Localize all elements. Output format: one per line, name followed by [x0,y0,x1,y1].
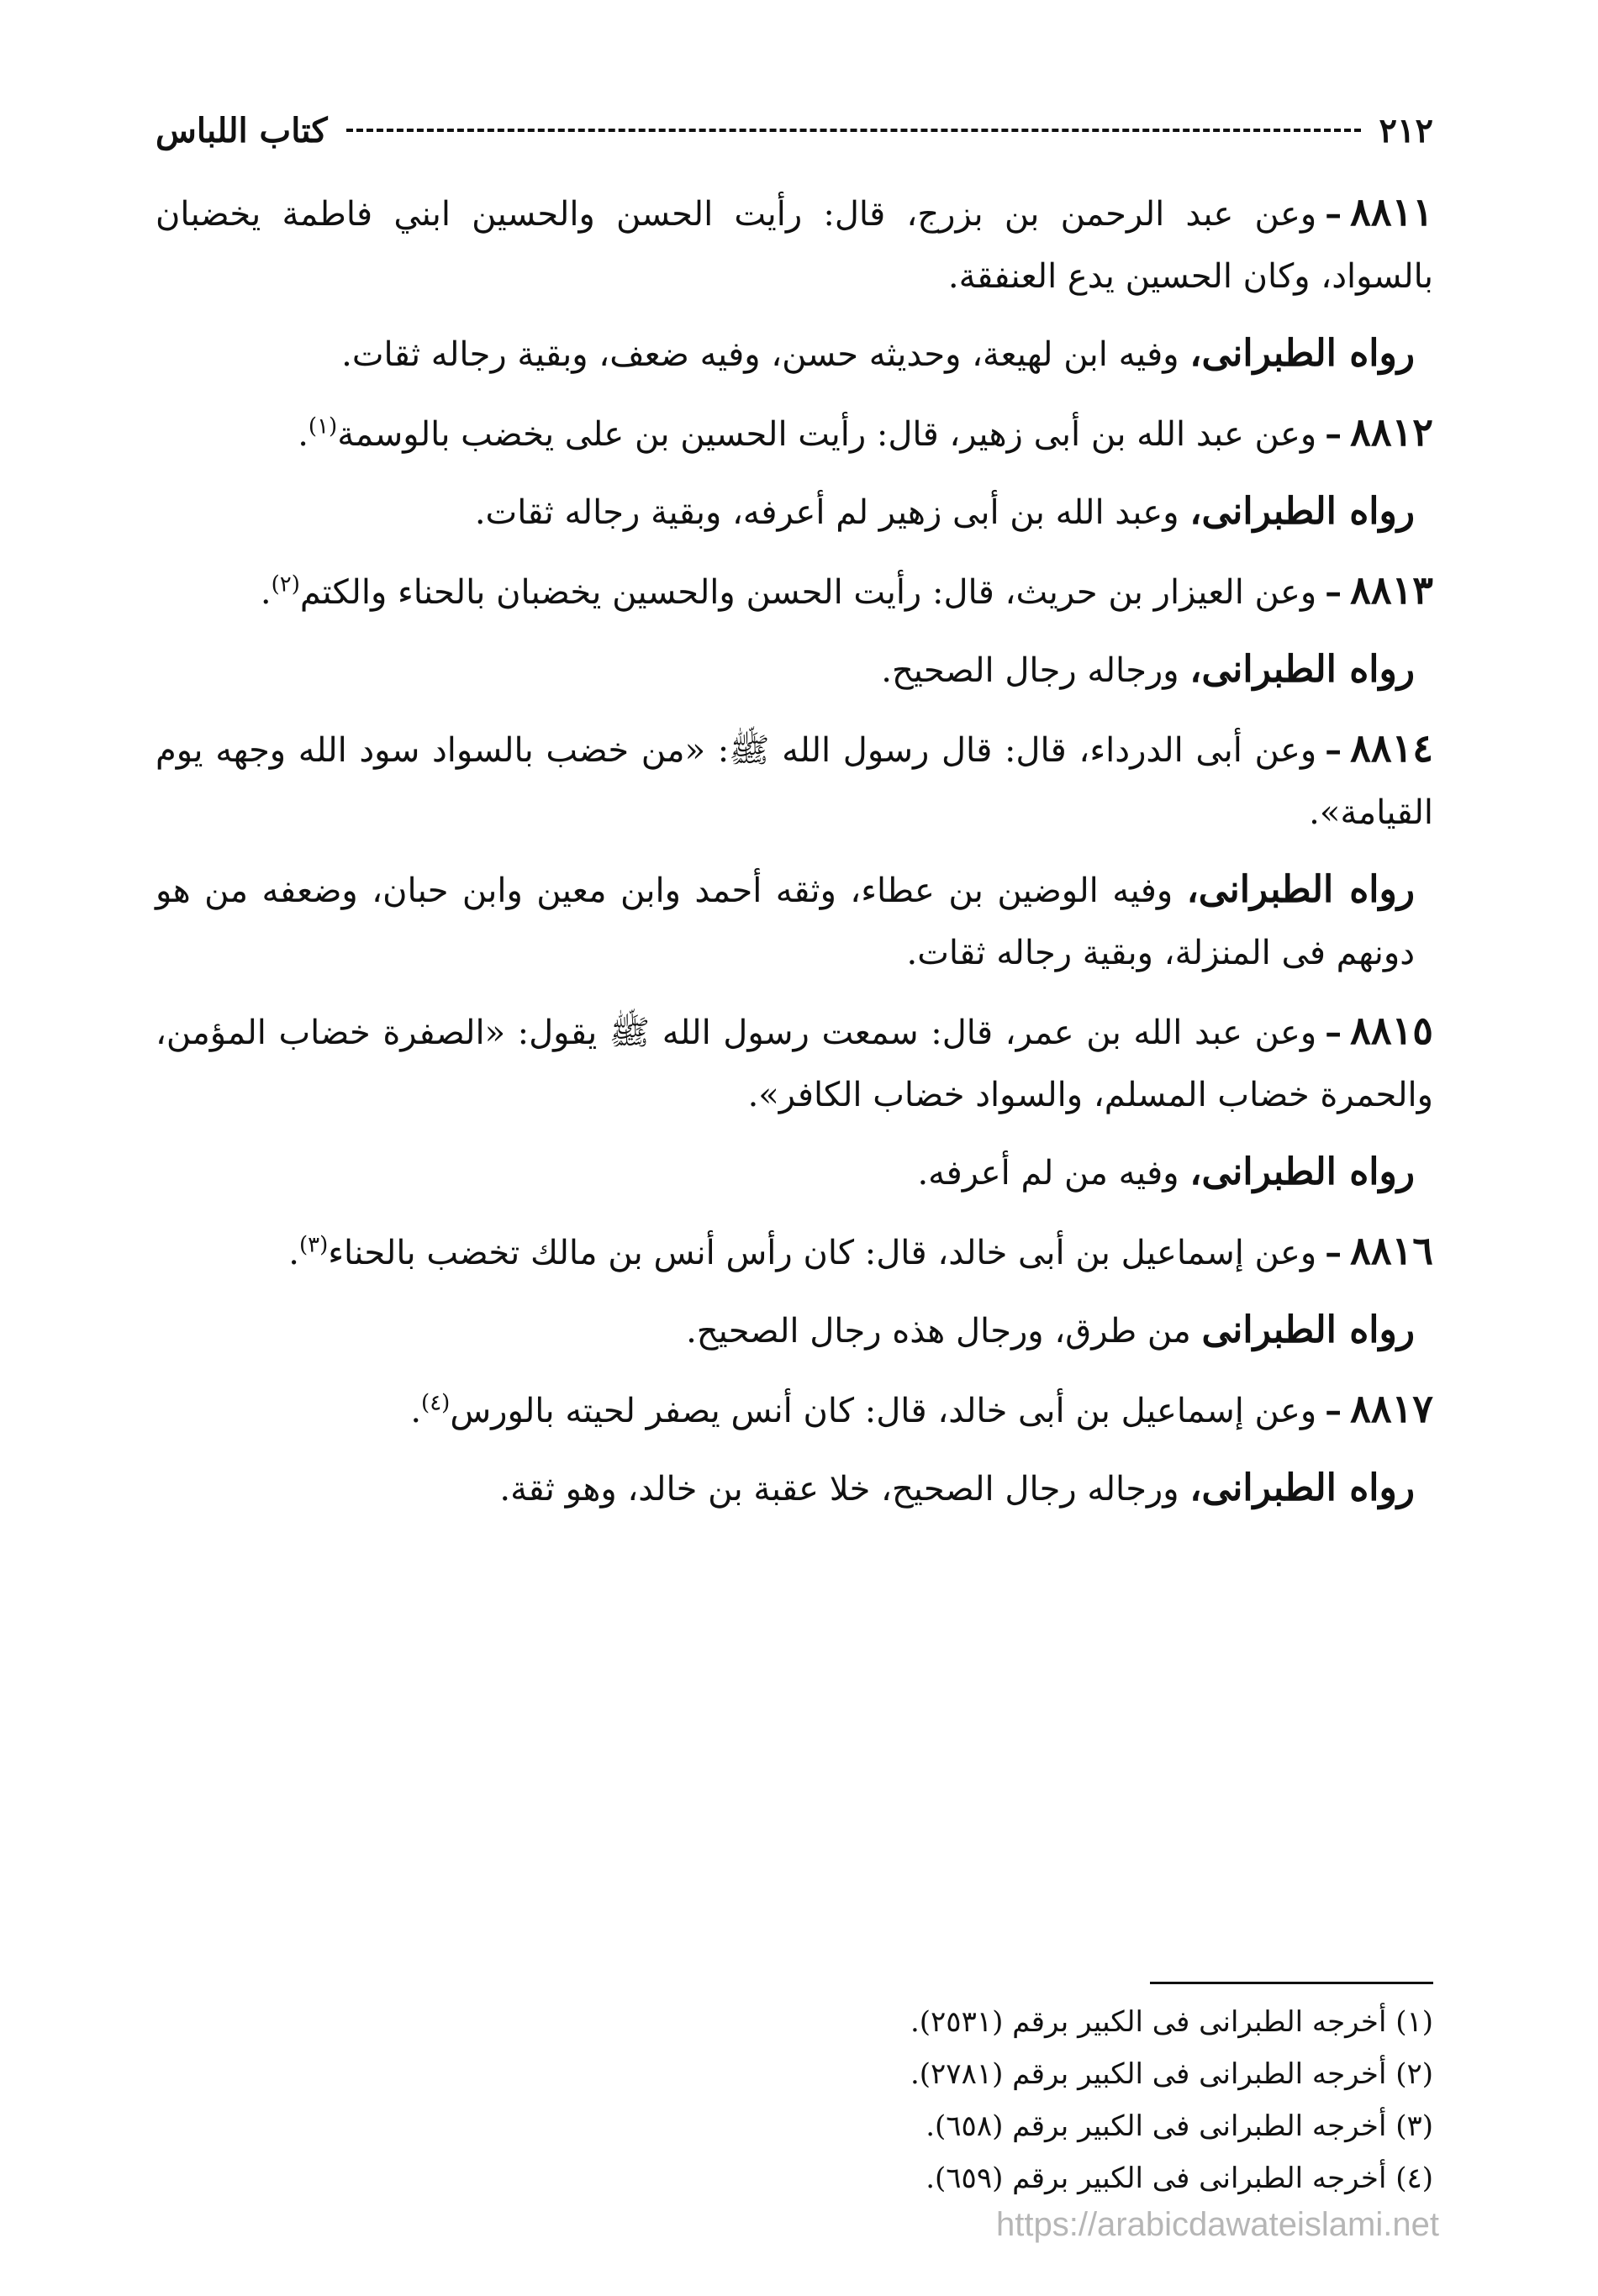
hadith-number: ٨٨١٣ [1350,567,1433,613]
narration-note-8813 [156,639,1433,702]
narrator-label: رواه الطبرانى، [1189,1467,1415,1509]
book-title: كتاب اللباس [156,110,328,150]
hadith-number: ٨٨١٤ [1350,725,1433,771]
narrator-label: رواه الطبرانى، [1189,490,1415,533]
narrator-label: رواه الطبرانى، [1189,1151,1415,1193]
hadith-text: وعن إسماعيل بن أبى خالد، قال: كان أنس يصفر لحيته بالورس [450,1392,1317,1430]
narration-note-8817 [156,1457,1433,1520]
narrator-label: رواه الطبرانى، [1189,648,1415,691]
narration-text: وفيه ابن لهيعة، وحديثه حسن، وفيه ضعف، وبقية رجاله ثقات. [341,335,1179,374]
footnote-2: (٢) أخرجه الطبرانى فى الكبير برقم (٢٧٨١). [910,2057,1433,2091]
hadith-dash: – [1325,572,1342,612]
header-dashed-rule [346,129,1361,132]
hadith-8817: ٨٨١٧–وعن إسماعيل بن أبى خالد، قال: كان أنس يصفر لحيته بالورس$^{(٤)}$. [410,1386,1433,1431]
hadith-text: وعن عبد الله بن عمر، قال: سمعت رسول الله ﷺ يقول: «الصفرة خضاب المؤمن، والحمرة خضاب المسلم، والسواد خضاب الكافر». [156,1014,1433,1114]
hadith-dash: – [1325,1013,1342,1052]
hadith-8816: ٨٨١٦–وعن إسماعيل بن أبى خالد، قال: كان رأس أنس بن مالك تخضب بالحناء$^{(٣)}$. [288,1228,1433,1273]
hadith-number: ٨٨١٢ [1350,409,1433,455]
narrator-label: رواه الطبرانى، [1189,332,1415,375]
footnote-3: (٣) أخرجه الطبرانى فى الكبير برقم (٦٥٨). [926,2109,1433,2143]
hadith-number: ٨٨١١ [1350,189,1433,234]
hadith-dash: – [1325,1233,1342,1272]
narration-text: وعبد الله بن أبى زهير لم أعرفه، وبقية رجاله ثقات. [474,493,1179,532]
hadith-text: وعن أبى الدرداء، قال: قال رسول الله ﷺ: «من خضب بالسواد سود الله وجهه يوم القيامة». [156,731,1433,832]
page-number: ٢١٢ [1379,110,1433,150]
hadith-dash: – [1325,1391,1342,1430]
hadith-text: وعن العيزار بن حريث، قال: رأيت الحسن والحسين يخضبان بالحناء والكتم [299,573,1317,612]
footnote-reference[interactable]: (٣) [298,1232,329,1258]
footnote-1: (١) أخرجه الطبرانى فى الكبير برقم (٢٥٣١). [910,2005,1433,2039]
narration-note-8811 [156,323,1433,386]
hadith-text: وعن عبد الله بن أبى زهير، قال: رأيت الحسين بن على يخضب بالوسمة [337,415,1317,454]
footnote-separator [1150,1982,1433,1984]
hadith-number: ٨٨١٥ [1350,1008,1433,1053]
footnote-reference[interactable]: (٤) [421,1390,451,1416]
hadith-8812: ٨٨١٢–وعن عبد الله بن أبى زهير، قال: رأيت الحسين بن على يخضب بالوسمة$^{(١)}$. [298,409,1433,455]
narration-text: ورجاله رجال الصحيح. [881,651,1179,690]
narration-text: وفيه الوضين بن عطاء، وثقه أحمد وابن معين وابن حبان، وضعفه من هو دونهم فى المنزلة، وبقية رجاله ثقات. [156,872,1415,972]
narration-text: ورجاله رجال الصحيح، خلا عقبة بن خالد، وهو ثقة. [499,1470,1179,1509]
hadith-text: وعن عبد الرحمن بن بزرج، قال: رأيت الحسن والحسين ابني فاطمة يخضبان بالسواد، وكان الحسين يدع العنفقة. [156,195,1433,296]
hadith-dash: – [1325,730,1342,770]
page-body [156,181,1433,1535]
narration-text: وفيه من لم أعرفه. [917,1154,1179,1193]
hadith-dash: – [1325,414,1342,454]
hadith-8815 [156,999,1433,1126]
narration-text: من طرق، ورجال هذه رجال الصحيح. [686,1312,1191,1351]
hadith-8814 [156,717,1433,844]
hadith-8813: ٨٨١٣–وعن العيزار بن حريث، قال: رأيت الحسن والحسين يخضبان بالحناء والكتم$^{(٢)}$. [260,567,1433,613]
narrator-label: رواه الطبرانى، [1186,868,1416,911]
narration-note-8815 [156,1141,1433,1204]
narration-note-8812 [156,481,1433,544]
hadith-dash: – [1325,194,1342,234]
footnotes-section [828,1996,1433,2204]
narration-note-8814 [156,859,1433,984]
hadith-number: ٨٨١٦ [1350,1228,1433,1273]
footnote-reference[interactable]: (١) [308,413,338,440]
footnote-reference[interactable]: (٢) [271,571,300,598]
narration-note-8816 [156,1299,1433,1362]
footnote-4: (٤) أخرجه الطبرانى فى الكبير برقم (٦٥٩). [926,2162,1433,2195]
hadith-number: ٨٨١٧ [1350,1386,1433,1431]
watermark-url: https://arabicdawateislami.net [996,2206,1439,2243]
hadith-text: وعن إسماعيل بن أبى خالد، قال: كان رأس أنس بن مالك تخضب بالحناء [328,1234,1317,1272]
narrator-label: رواه الطبرانى [1201,1309,1415,1351]
hadith-8811 [156,181,1433,308]
page-header [156,101,1433,160]
